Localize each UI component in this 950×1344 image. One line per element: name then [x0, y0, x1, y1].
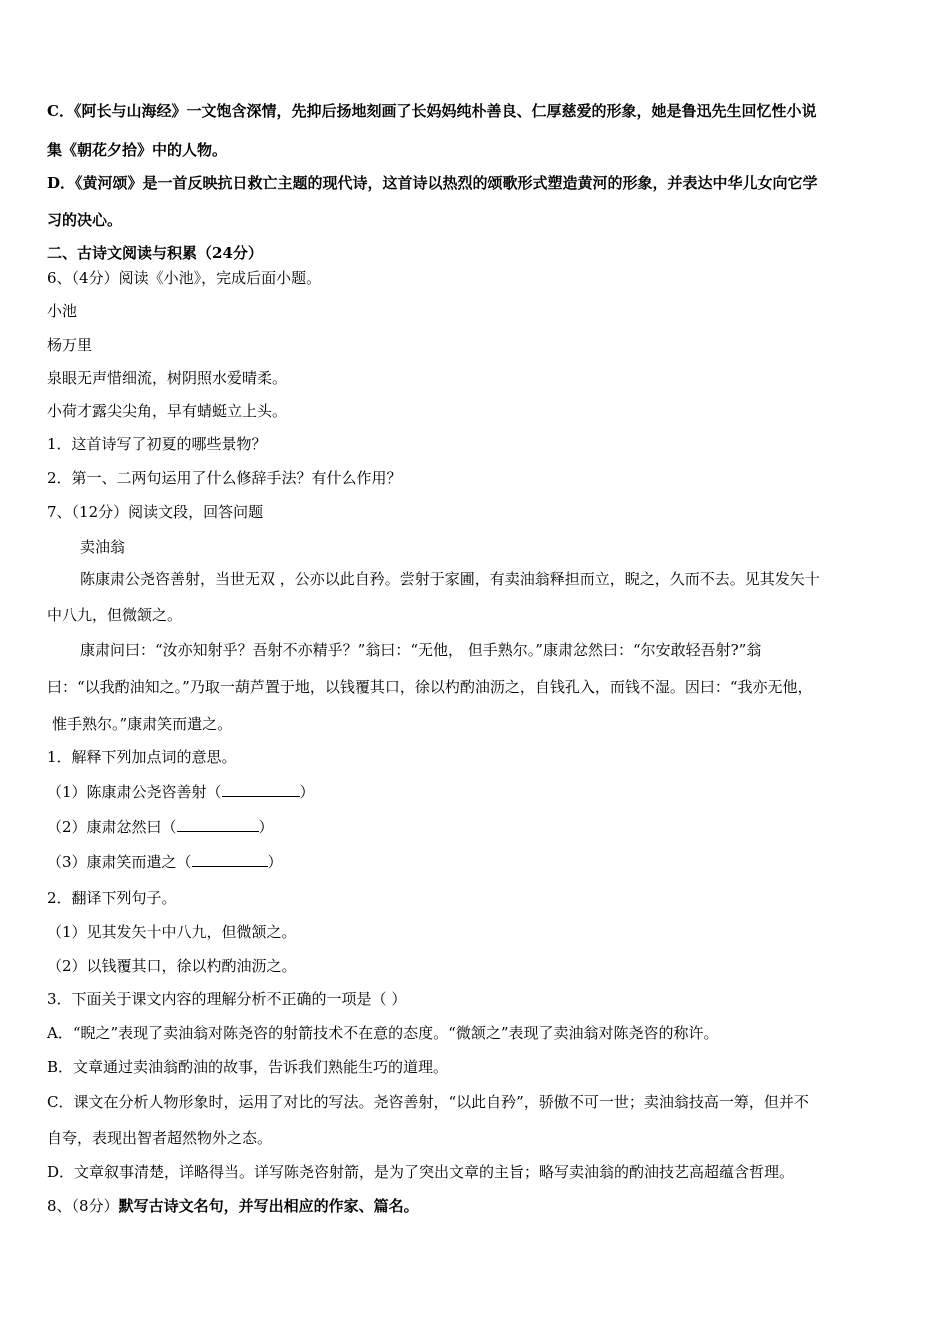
q8-stem-instruction: 默写古诗文名句，并写出相应的作家、篇名。 [118, 1197, 419, 1215]
option-c-line2: 集《朝花夕拾》中的人物。 [47, 141, 228, 159]
q7-stem: 7、（12分）阅读文段，回答问题 [47, 503, 264, 521]
q7-sub1-item3 [47, 852, 283, 872]
q7-sub1: 1．解释下列加点词的意思。 [47, 748, 237, 766]
q7-sub1-item1 [47, 782, 315, 802]
q8-stem [47, 1196, 419, 1216]
answer-blank[interactable] [177, 817, 259, 832]
item-text: （2）康肃忿然曰（ [47, 818, 177, 836]
passage-para1-line1: 陈康肃公尧咨善射，当世无双 ，公亦以此自矜。尝射于家圃，有卖油翁释担而立，睨之，久而不去。见其发矢十 [80, 570, 820, 588]
close-paren: ） [299, 783, 315, 801]
q8-stem-prefix: 8、（8分） [47, 1197, 119, 1215]
q6-sub2: 2．第一、二两句运用了什么修辞手法？有什么作用？ [47, 469, 402, 487]
poem-line2: 小荷才露尖尖角，早有蜻蜓立上头。 [47, 402, 288, 420]
q6-sub1: 1．这首诗写了初夏的哪些景物？ [47, 435, 267, 453]
q6-stem: 6、（4分）阅读《小池》，完成后面小题。 [47, 269, 322, 287]
q7-option-c-line2: 自夸，表现出智者超然物外之态。 [47, 1129, 273, 1147]
q7-sub2-item2: （2）以钱覆其口，徐以杓酌油沥之。 [47, 957, 297, 975]
poem-title: 小池 [47, 302, 78, 320]
q7-sub3: 3．下面关于课文内容的理解分析不正确的一项是（ ） [47, 990, 407, 1008]
option-d-line2: 习的决心。 [47, 211, 123, 229]
section2-heading: 二、古诗文阅读与积累（24分） [47, 244, 263, 262]
q7-sub2-item1: （1）见其发矢十中八九，但微颔之。 [47, 923, 297, 941]
passage-para1-line2: 中八九，但微颔之。 [47, 606, 183, 624]
close-paren: ） [267, 853, 283, 871]
answer-blank[interactable] [222, 782, 300, 797]
option-c-line1: C．《阿长与山海经》一文饱含深情，先抑后扬地刻画了长妈妈纯朴善良、仁厚慈爱的形象，她是鲁迅先生回忆性小说 [47, 102, 817, 120]
poem-line1: 泉眼无声惜细流，树阴照水爱晴柔。 [47, 369, 288, 387]
answer-blank[interactable] [192, 852, 268, 867]
poem-author: 杨万里 [47, 336, 93, 354]
q7-option-b: B．文章通过卖油翁酌油的故事，告诉我们熟能生巧的道理。 [47, 1058, 449, 1076]
item-text: （3）康肃笑而遣之（ [47, 853, 192, 871]
q7-sub2: 2．翻译下列句子。 [47, 889, 177, 907]
q7-option-c-line1: C．课文在分析人物形象时，运用了对比的写法。尧咨善射，“以此自矜”，骄傲不可一世；卖油翁技高一筹，但并不 [47, 1093, 809, 1111]
passage-para2-line1: 康肃问曰：“汝亦知射乎？吾射不亦精乎？”翁曰：“无他， 但手熟尔。”康肃忿然曰：“尔安敢轻吾射?”翁 [80, 641, 762, 659]
item-text: （1）陈康肃公尧咨善射（ [47, 783, 222, 801]
option-d-line1: D．《黄河颂》是一首反映抗日救亡主题的现代诗，这首诗以热烈的颂歌形式塑造黄河的形象，并表达中华儿女向它学 [47, 174, 818, 192]
q7-option-d: D．文章叙事清楚，详略得当。详写陈尧咨射箭，是为了突出文章的主旨；略写卖油翁的酌油技艺高超蕴含哲理。 [47, 1163, 795, 1181]
q7-option-a: A．“睨之”表现了卖油翁对陈尧咨的射箭技术不在意的态度。“微颔之”表现了卖油翁对陈尧咨的称许。 [47, 1024, 719, 1042]
close-paren: ） [258, 818, 274, 836]
passage-para2-line2: 曰：“以我酌油知之。”乃取一葫芦置于地，以钱覆其口，徐以杓酌油沥之，自钱孔入，而钱不湿。因曰：“我亦无他， [47, 678, 813, 696]
passage-title: 卖油翁 [80, 538, 126, 556]
q7-sub1-item2 [47, 817, 274, 837]
passage-para2-line3: 惟手熟尔。”康肃笑而遣之。 [52, 715, 233, 733]
